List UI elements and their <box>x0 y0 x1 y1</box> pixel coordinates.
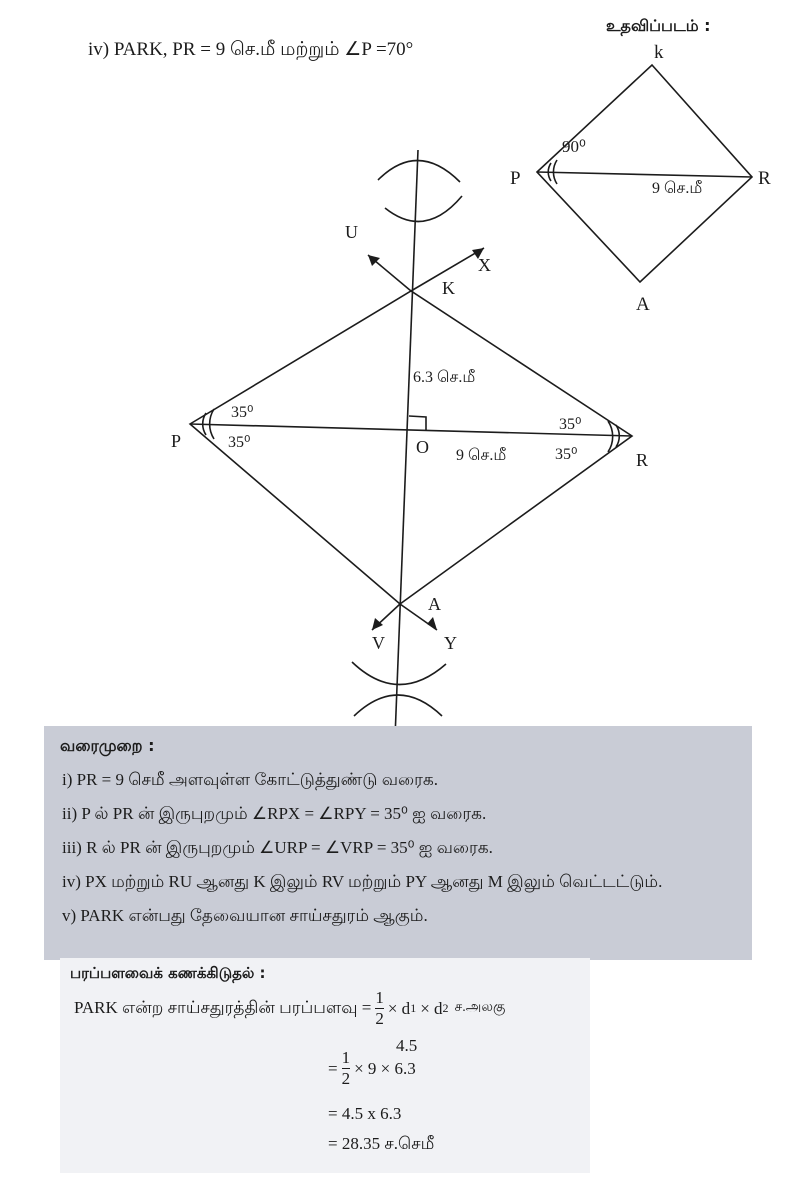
procedure-step: iv) PX மற்றும் RU ஆனது K இலும் RV மற்றும் PY ஆனது M இலும் வெட்டட்டும். <box>62 872 663 891</box>
angle-mark-r <box>608 421 613 452</box>
procedure-step: ii) P ல் PR ன் இருபுறமும் ∠RPX = ∠RPY = 35⁰ ஐ வரைக. <box>62 804 487 823</box>
perpendicular-bisector <box>395 150 418 738</box>
construction-arc-top <box>378 160 460 182</box>
label-o: O <box>416 437 429 457</box>
label-y: Y <box>444 633 457 653</box>
area-formula: PARK என்ற சாய்சதுரத்தின் பரப்பளவு = $\frac{1}{2}$ × d 1 × d 2 ச.அலகு <box>74 988 506 1028</box>
label-u: U <box>345 222 358 242</box>
arrowhead-y <box>427 617 437 630</box>
base-label: 9 செ.மீ <box>456 447 507 464</box>
angle-p-top: 35⁰ <box>231 404 254 421</box>
label-r: R <box>636 450 649 470</box>
rough-label-k: k <box>654 42 664 63</box>
label-a: A <box>428 594 441 614</box>
area-step3: = 28.35 ச.செமீ <box>328 1134 435 1153</box>
angle-p-bottom: 35⁰ <box>228 434 251 451</box>
procedure-box <box>44 726 752 960</box>
rough-diagonal-pr <box>537 172 752 177</box>
rough-figure-caption: உதவிப்படம் : <box>606 16 711 35</box>
procedure-step: v) PARK என்பது தேவையான சாய்சதுரம் ஆகும். <box>62 906 428 925</box>
area-step2: = 4.5 x 6.3 <box>328 1104 402 1123</box>
area-heading: பரப்பளவைக் கணக்கிடுதல் : <box>70 964 266 982</box>
height-label: 6.3 செ.மீ <box>413 369 476 386</box>
label-k: K <box>442 278 455 298</box>
area-calculation <box>60 958 590 1173</box>
formula-fraction: $\frac{1}{2}$ <box>375 988 384 1028</box>
formula-unit: ச.அலகு <box>454 1000 506 1015</box>
angle-r-top: 35⁰ <box>559 416 582 433</box>
formula-lhs: PARK என்ற சாய்சதுரத்தின் பரப்பளவு = <box>74 997 372 1017</box>
arrowhead-v <box>372 618 383 630</box>
rough-label-p: P <box>510 168 521 189</box>
rough-label-a: A <box>636 294 650 315</box>
rough-side-label: 9 செ.மீ <box>652 180 703 197</box>
area-step1: = $\frac{1}{2}$ × 9 × 6.3 <box>328 1048 416 1088</box>
problem-statement: iv) PARK, PR = 9 செ.மீ மற்றும் ∠P =70° <box>88 39 414 60</box>
procedure-step: iii) R ல் PR ன் இருபுறமும் ∠URP = ∠VRP = 35⁰ ஐ வரைக. <box>62 838 493 857</box>
step1-above: 4.5 <box>396 1036 418 1055</box>
angle-r-bottom: 35⁰ <box>555 446 578 463</box>
rough-angle-label: 90⁰ <box>562 137 586 156</box>
procedure-heading: வரைமுறை : <box>60 736 155 755</box>
construction-arc-bottom <box>352 662 446 685</box>
label-p: P <box>171 431 182 451</box>
rough-label-r: R <box>758 168 771 189</box>
label-v: V <box>372 633 385 653</box>
procedure-step: i) PR = 9 செமீ அளவுள்ள கோட்டுத்துண்டு வரைக. <box>62 770 438 789</box>
label-x: X <box>478 255 491 275</box>
